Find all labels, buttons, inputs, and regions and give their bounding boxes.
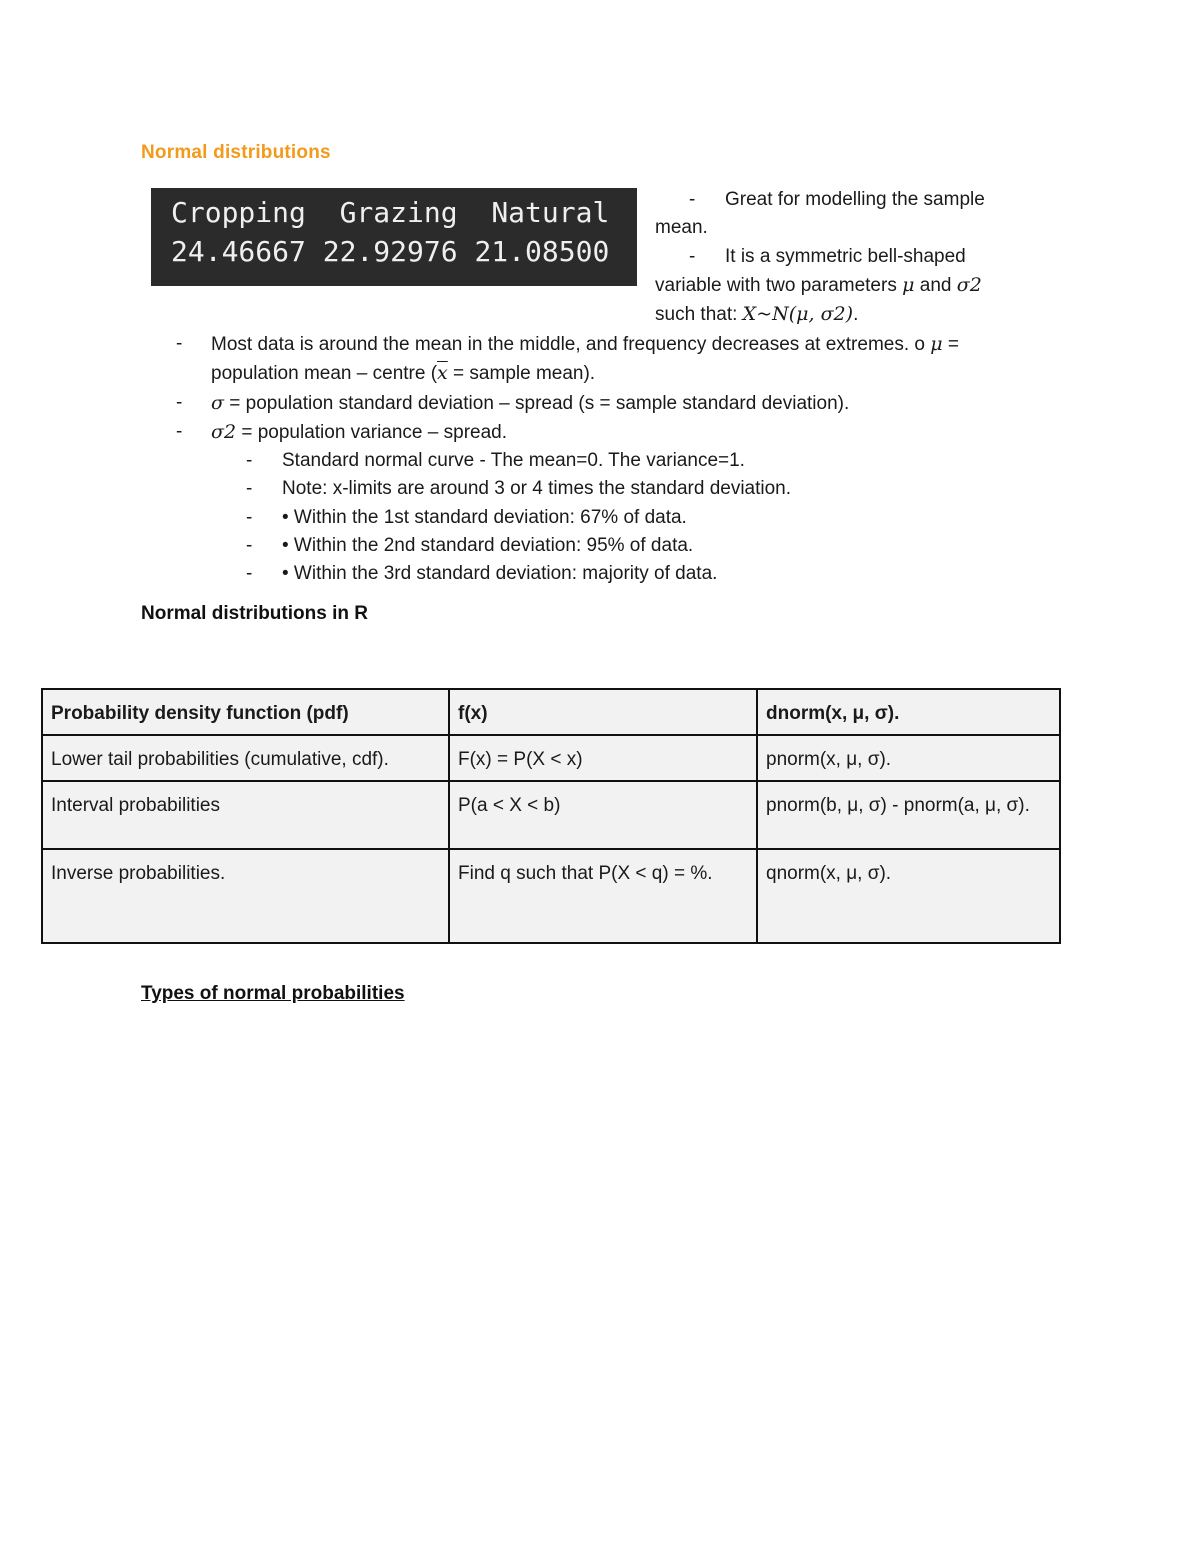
math-normal-formula: X~N(μ, σ2) xyxy=(742,303,854,326)
section-heading-normal-in-r: Normal distributions in R xyxy=(141,603,368,624)
sub-list-item xyxy=(176,504,1076,532)
bullet-text: Great for modelling the sample xyxy=(725,189,985,210)
r-output-header: Natural xyxy=(491,196,610,229)
table-cell: dnorm(x, μ, σ). xyxy=(757,689,1060,735)
bullet-dash: - xyxy=(176,391,183,413)
bullet-text: Standard normal curve - The mean=0. The variance=1. xyxy=(282,450,745,472)
list-item xyxy=(655,300,1055,329)
bullet-dash: - xyxy=(246,563,253,585)
bullet-text: = population variance – spread. xyxy=(236,421,507,443)
list-item xyxy=(655,214,1055,242)
bullet-text: • Within the 2nd standard deviation: 95% of data. xyxy=(282,535,694,557)
right-bullet-list xyxy=(655,186,1055,329)
bullet-text: • Within the 3rd standard deviation: majority of data. xyxy=(282,563,718,585)
table-cell: Interval probabilities xyxy=(42,781,449,849)
table-cell: Lower tail probabilities (cumulative, cdf). xyxy=(42,735,449,781)
bullet-text: • Within the 1st standard deviation: 67% of data. xyxy=(282,506,687,528)
r-output-values xyxy=(171,235,609,268)
table-cell: pnorm(x, μ, σ). xyxy=(757,735,1060,781)
table-cell: Probability density function (pdf) xyxy=(42,689,449,735)
r-output-value: 21.08500 xyxy=(474,235,610,268)
bullet-dash: - xyxy=(246,535,253,557)
table-cell: qnorm(x, μ, σ). xyxy=(757,849,1060,943)
main-bullet-list xyxy=(176,330,1076,589)
list-item xyxy=(655,243,1055,271)
table-cell: f(x) xyxy=(449,689,757,735)
math-x-bar: $\overline{x}$ xyxy=(437,362,448,385)
table-cell: Inverse probabilities. xyxy=(42,849,449,943)
bullet-text: = xyxy=(942,334,959,355)
table-cell: Find q such that P(X < q) = %. xyxy=(449,849,757,943)
list-item xyxy=(176,418,1076,447)
r-output-header: Cropping xyxy=(171,196,306,229)
section-heading-types-of-normal-probabilities: Types of normal probabilities xyxy=(141,983,405,1004)
math-mu: μ xyxy=(902,273,915,296)
section-heading-normal-distributions: Normal distributions xyxy=(141,142,331,163)
bullet-dash: - xyxy=(176,420,183,442)
r-output-image xyxy=(151,188,637,286)
sub-list-item xyxy=(176,532,1076,560)
bullet-dash: - xyxy=(246,506,253,528)
table-cell: P(a < X < b) xyxy=(449,781,757,849)
bullet-text: = sample mean). xyxy=(447,363,596,385)
bullet-text: It is a symmetric bell-shaped xyxy=(725,245,966,267)
table-row xyxy=(42,849,1060,943)
list-item xyxy=(655,186,1055,214)
list-item xyxy=(655,271,1055,300)
r-output-header: Grazing xyxy=(339,196,458,229)
sub-list-item xyxy=(176,475,1076,503)
list-item xyxy=(176,389,1076,418)
r-output-headers xyxy=(171,196,609,229)
bullet-dash: - xyxy=(176,333,183,354)
table-row xyxy=(42,689,1060,735)
r-functions-table xyxy=(41,688,1061,944)
math-sigma-squared: σ2 xyxy=(211,420,237,443)
bullet-text: variable with two parameters xyxy=(655,274,903,296)
bullet-dash: - xyxy=(689,245,696,267)
bullet-text: such that: xyxy=(655,304,743,326)
math-mu: μ xyxy=(930,333,943,355)
list-item xyxy=(176,330,1076,389)
bullet-text: Note: x-limits are around 3 or 4 times the standard deviation. xyxy=(282,478,792,500)
math-sigma: σ xyxy=(211,391,224,414)
table-row xyxy=(42,781,1060,849)
bullet-dash: - xyxy=(246,478,253,500)
bullet-dash: - xyxy=(246,450,253,472)
bullet-text: Most data is around the mean in the middle, and frequency decreases at extremes. o xyxy=(211,334,931,355)
sub-list-item xyxy=(176,447,1076,475)
bullet-dash: - xyxy=(689,189,696,210)
bullet-text: and xyxy=(914,274,957,296)
bullet-text: = population standard deviation – spread (s = sample standard deviation). xyxy=(223,392,850,414)
r-output-value: 22.92976 xyxy=(322,235,458,268)
table-row xyxy=(42,735,1060,781)
bullet-text: mean. xyxy=(655,217,708,239)
math-sigma-squared: σ2 xyxy=(956,273,982,296)
bullet-text: . xyxy=(853,304,859,326)
bullet-text: population mean – centre ( xyxy=(211,363,438,385)
table-cell: F(x) = P(X < x) xyxy=(449,735,757,781)
r-output-value: 24.46667 xyxy=(171,235,306,268)
table-cell: pnorm(b, μ, σ) - pnorm(a, μ, σ). xyxy=(757,781,1060,849)
sub-list-item xyxy=(176,560,1076,588)
